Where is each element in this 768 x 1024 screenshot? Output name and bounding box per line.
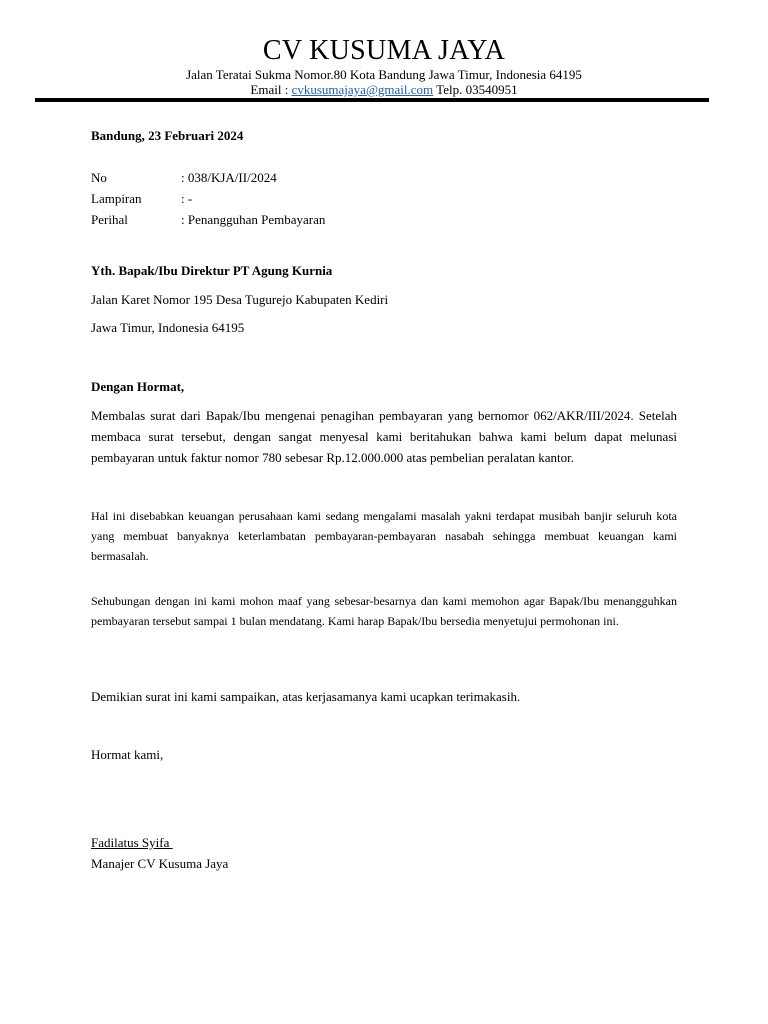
email-link[interactable]: cvkusumajaya@gmail.com bbox=[291, 82, 434, 97]
signatory-name-text: Fadilatus Syifa bbox=[91, 835, 173, 850]
meta-row-attachment bbox=[91, 191, 192, 207]
contact-line bbox=[0, 82, 768, 97]
meta-row-number bbox=[91, 170, 277, 186]
recipient-address-line1: Jalan Karet Nomor 195 Desa Tugurejo Kabupaten Kediri bbox=[91, 292, 389, 307]
meta-label: Perihal bbox=[91, 212, 128, 227]
body-paragraph-1: Membalas surat dari Bapak/Ibu mengenai penagihan pembayaran yang bernomor 062/AKR/III/2024. Setelah membaca surat tersebut, dengan sangat menyesal kami beritahukan bahwa kami belum dapat melunasi pembayaran untuk faktur nomor 780 sebesar Rp.12.000.000 atas pembelian peralatan kantor. bbox=[91, 408, 677, 465]
signatory-name bbox=[91, 835, 677, 851]
email-prefix: Email : bbox=[250, 82, 292, 97]
meta-label: Lampiran bbox=[91, 191, 142, 206]
body-paragraph-3: Sehubungan dengan ini kami mohon maaf yang sebesar-besarnya dan kami memohon agar Bapak/Ibu menangguhkan pembayaran tersebut sampai 1 bulan mendatang. Kami harap Bapak/Ibu bersedia menyetujui permohonan ini. bbox=[91, 594, 677, 628]
closing-sentence: Demikian surat ini kami sampaikan, atas kerjasamanya kami ucapkan terimakasih. bbox=[91, 689, 521, 704]
greeting: Dengan Hormat, bbox=[91, 379, 185, 394]
meta-value: : - bbox=[181, 191, 193, 206]
meta-value: : Penangguhan Pembayaran bbox=[181, 212, 326, 227]
phone-number: Telp. 03540951 bbox=[433, 82, 518, 97]
meta-row-subject bbox=[91, 212, 325, 228]
letterhead bbox=[0, 34, 768, 97]
company-address: Jalan Teratai Sukma Nomor.80 Kota Bandung Jawa Timur, Indonesia 64195 bbox=[186, 67, 582, 82]
closing-salutation: Hormat kami, bbox=[91, 747, 164, 762]
recipient-address-line2: Jawa Timur, Indonesia 64195 bbox=[91, 320, 245, 335]
company-name: CV KUSUMA JAYA bbox=[262, 35, 506, 66]
place-date: Bandung, 23 Februari 2024 bbox=[91, 128, 244, 143]
meta-value: : 038/KJA/II/2024 bbox=[181, 170, 277, 185]
recipient-title: Yth. Bapak/Ibu Direktur PT Agung Kurnia bbox=[91, 263, 333, 278]
meta-label: No bbox=[91, 170, 107, 185]
signatory-title: Manajer CV Kusuma Jaya bbox=[91, 856, 229, 871]
letterhead-divider bbox=[35, 98, 709, 102]
body-paragraph-2: Hal ini disebabkan keuangan perusahaan kami sedang mengalami masalah yakni terdapat musibah banjir seluruh kota yang membuat banyaknya keterlambatan pembayaran-pembayaran nasabah sehingga membuat keuangan kami bermasalah. bbox=[91, 509, 677, 563]
